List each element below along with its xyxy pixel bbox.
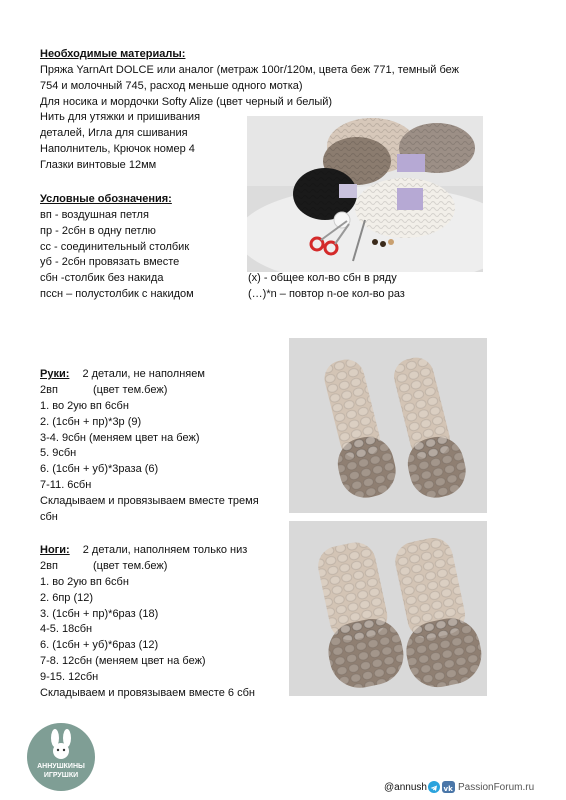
legs-row: 3. (1сбн + пр)*6раз (18) (40, 607, 159, 620)
arms-subtitle: 2 детали, не наполняем (82, 368, 205, 380)
footer-handle-left: @annush (384, 782, 427, 793)
legend-line: пссн – полустолбик с накидом (40, 287, 194, 300)
arms-first-line (40, 383, 168, 399)
legs-first: 2вп (40, 560, 58, 572)
arms-rows (40, 399, 259, 525)
legs-row: 4-5. 18сбн (40, 623, 93, 636)
footer-watermark: PassionForum.ru (458, 782, 535, 793)
materials-line: Наполнитель, Крючок номер 4 (40, 142, 195, 155)
arms-row: сбн (40, 510, 58, 523)
materials-line: Для носика и мордочки Softy Alize (цвет черный и белый) (40, 95, 333, 108)
svg-text:vk: vk (443, 785, 453, 793)
logo-line: ИГРУШКИ (43, 772, 79, 779)
legs-first-note: (цвет тем.беж) (93, 560, 168, 572)
materials-line: Нить для утяжки и пришивания (40, 111, 201, 124)
vk-icon (442, 781, 455, 793)
materials-line: 754 и молочный 745, расход меньше одного мотка) (40, 79, 303, 92)
materials-line: Пряжа YarnArt DOLCE или аналог (метраж 100г/120м, цвета беж 771, темный беж (40, 64, 460, 76)
arms-heading-line (40, 367, 205, 383)
logo-text (26, 762, 96, 780)
legs-heading-line (40, 543, 247, 559)
legs-row: 2. 6пр (12) (40, 591, 94, 604)
legend-right-line: (х) - общее кол-во сбн в ряду (248, 272, 397, 284)
legs-heading: Ноги: (40, 544, 70, 556)
legs-row: 1. во 2ую вп 6сбн (40, 576, 129, 588)
yarn-supplies-photo (247, 116, 483, 272)
materials-line: деталей, Игла для сшивания (40, 127, 188, 140)
legend-line: уб - 2сбн провязать вместе (40, 256, 180, 269)
materials-line: Глазки винтовые 12мм (40, 158, 157, 171)
legend-line: сбн -столбик без накида (40, 272, 164, 285)
footer-handle (384, 782, 427, 793)
arms-row: 5. 9сбн (40, 447, 77, 460)
legs-rows (40, 575, 255, 701)
legend-heading: Условные обозначения: (40, 193, 172, 205)
telegram-icon (428, 781, 440, 793)
arms-photo (289, 338, 487, 513)
arms-row: 7-11. 6сбн (40, 478, 92, 491)
arms-row: 1. во 2ую вп 6сбн (40, 400, 129, 412)
logo-line: АННУШКИНЫ (37, 763, 85, 770)
arms-heading: Руки: (40, 368, 70, 380)
legs-photo (289, 521, 487, 696)
legs-row: 9-15. 12сбн (40, 670, 99, 683)
legend-line: сс - соединительный столбик (40, 240, 190, 253)
legs-subtitle: 2 детали, наполняем только низ (82, 544, 248, 556)
arms-row: 3-4. 9сбн (меняем цвет на беж) (40, 431, 200, 444)
legs-row: Складываем и провязываем вместе 6 сбн (40, 686, 255, 699)
arms-row: 6. (1сбн + уб)*3раза (6) (40, 463, 159, 476)
arms-row: 2. (1сбн + пр)*3р (9) (40, 415, 142, 428)
legend-list (40, 208, 194, 303)
arms-row: Складываем и провязываем вместе тремя (40, 494, 259, 507)
legend-line: вп - воздушная петля (40, 209, 149, 221)
legs-first-line (40, 559, 168, 575)
arms-first-note: (цвет тем.беж) (93, 384, 168, 396)
legs-row: 7-8. 12сбн (меняем цвет на беж) (40, 654, 206, 667)
legend-line: пр - 2сбн в одну петлю (40, 224, 156, 237)
arms-first: 2вп (40, 384, 58, 396)
brand-logo (26, 722, 96, 792)
legs-row: 6. (1сбн + уб)*6раз (12) (40, 639, 159, 652)
legend-right-line: (…)*n – повтор n-ое кол-во раз (248, 288, 405, 300)
materials-heading: Необходимые материалы: (40, 48, 186, 60)
